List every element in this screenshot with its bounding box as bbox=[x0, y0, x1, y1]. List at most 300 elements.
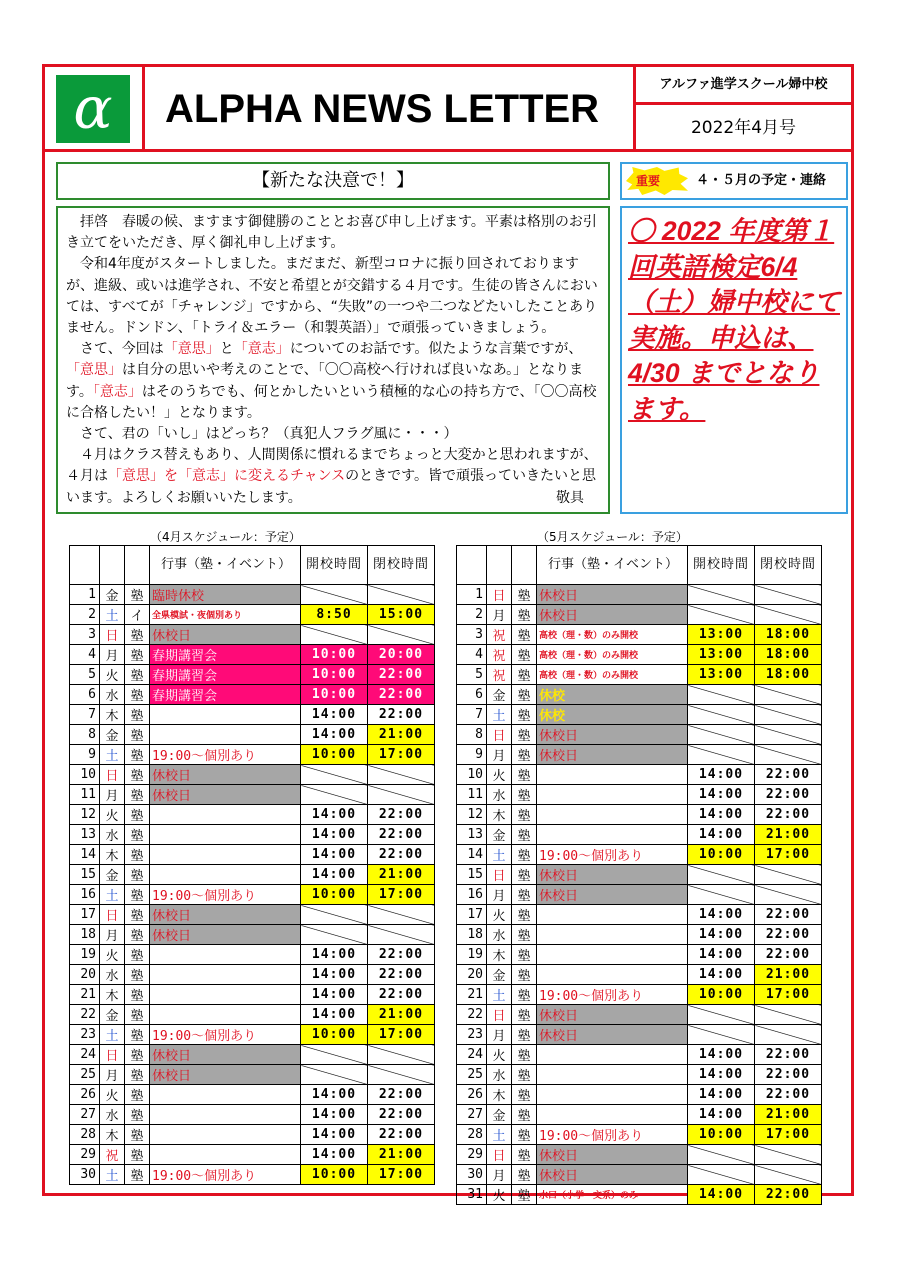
weekday: 火 bbox=[100, 805, 125, 825]
day-number: 8 bbox=[70, 725, 100, 745]
weekday: 土 bbox=[100, 885, 125, 905]
event-cell bbox=[150, 1105, 301, 1125]
type-mark: 塾 bbox=[512, 1085, 537, 1105]
header-row bbox=[70, 546, 435, 585]
open-time: 14:00 bbox=[301, 945, 368, 965]
open-time: 14:00 bbox=[688, 965, 755, 985]
open-time bbox=[301, 625, 368, 645]
table-row bbox=[70, 865, 435, 885]
event-cell: 休校日 bbox=[537, 885, 688, 905]
table-row bbox=[457, 1085, 822, 1105]
close-time: 22:00 bbox=[368, 945, 435, 965]
open-time: 14:00 bbox=[688, 785, 755, 805]
day-number: 20 bbox=[70, 965, 100, 985]
type-mark: 塾 bbox=[512, 785, 537, 805]
day-number: 2 bbox=[70, 605, 100, 625]
type-mark: 塾 bbox=[125, 825, 150, 845]
table-row bbox=[70, 805, 435, 825]
table-row bbox=[457, 1025, 822, 1045]
weekday: 月 bbox=[487, 605, 512, 625]
close-time: 17:00 bbox=[755, 845, 822, 865]
table-row bbox=[457, 905, 822, 925]
text: ４月はクラス替えもあり、人間関係に慣れるまでちょっと大変かと思われますが、４月は bbox=[66, 447, 598, 485]
type-mark: 塾 bbox=[512, 1105, 537, 1125]
close-time: 15:00 bbox=[368, 605, 435, 625]
day-number: 8 bbox=[457, 725, 487, 745]
type-mark: 塾 bbox=[125, 1005, 150, 1025]
table-row bbox=[70, 585, 435, 605]
header-cell-close: 閉校時間 bbox=[368, 546, 435, 585]
close-time: 17:00 bbox=[368, 1025, 435, 1045]
type-mark: 塾 bbox=[512, 905, 537, 925]
event-cell: 高校（理・数）のみ開校 bbox=[537, 625, 688, 645]
close-time: 22:00 bbox=[368, 965, 435, 985]
type-mark: 塾 bbox=[512, 825, 537, 845]
paragraph bbox=[66, 339, 600, 424]
open-time: 14:00 bbox=[301, 1145, 368, 1165]
open-time: 14:00 bbox=[688, 945, 755, 965]
event-cell: 臨時休校 bbox=[150, 585, 301, 605]
event-cell: 19:00～個別あり bbox=[537, 845, 688, 865]
highlight: 「意志」 bbox=[92, 383, 142, 400]
day-number: 26 bbox=[70, 1085, 100, 1105]
type-mark: 塾 bbox=[512, 765, 537, 785]
type-mark: 塾 bbox=[512, 745, 537, 765]
may-caption: （5月スケジュール：予定） bbox=[537, 530, 688, 544]
event-cell: 休校日 bbox=[537, 1145, 688, 1165]
weekday: 水 bbox=[487, 1065, 512, 1085]
table-row bbox=[70, 905, 435, 925]
text: さて、今回は bbox=[80, 341, 164, 358]
table-row bbox=[457, 1045, 822, 1065]
day-number: 4 bbox=[70, 645, 100, 665]
weekday: 木 bbox=[100, 705, 125, 725]
day-number: 12 bbox=[457, 805, 487, 825]
weekday: 火 bbox=[487, 765, 512, 785]
type-mark: 塾 bbox=[125, 1085, 150, 1105]
event-cell: 19:00～個別あり bbox=[150, 1165, 301, 1185]
type-mark: 塾 bbox=[512, 1045, 537, 1065]
close-time: 22:00 bbox=[755, 1065, 822, 1085]
weekday: 水 bbox=[487, 925, 512, 945]
close-time bbox=[755, 725, 822, 745]
close-time: 22:00 bbox=[368, 665, 435, 685]
weekday: 日 bbox=[100, 1045, 125, 1065]
weekday: 土 bbox=[487, 1125, 512, 1145]
close-time: 18:00 bbox=[755, 645, 822, 665]
day-number: 5 bbox=[457, 665, 487, 685]
notice-body bbox=[620, 206, 848, 514]
weekday: 金 bbox=[487, 825, 512, 845]
table-row bbox=[70, 925, 435, 945]
weekday: 日 bbox=[487, 1005, 512, 1025]
day-number: 30 bbox=[70, 1165, 100, 1185]
event-cell bbox=[537, 1045, 688, 1065]
close-time: 22:00 bbox=[755, 945, 822, 965]
weekday: 水 bbox=[100, 825, 125, 845]
header-cell-close: 閉校時間 bbox=[755, 546, 822, 585]
table-row bbox=[70, 645, 435, 665]
notice-text: 〇 2022 年度第１回英語検定6/4（土）婦中校にて実施。申込は、4/30 までとなります。 bbox=[628, 216, 840, 424]
day-number: 3 bbox=[457, 625, 487, 645]
weekday: 月 bbox=[487, 1165, 512, 1185]
table-row bbox=[70, 825, 435, 845]
open-time bbox=[688, 1145, 755, 1165]
type-mark: 塾 bbox=[512, 1125, 537, 1145]
type-mark: 塾 bbox=[125, 645, 150, 665]
day-number: 10 bbox=[70, 765, 100, 785]
paragraph: 拝啓 春暖の候、ますます御健勝のこととお喜び申し上げます。平素は格別のお引き立てをいただき、厚く御礼申し上げます。 bbox=[66, 214, 597, 252]
day-number: 27 bbox=[457, 1105, 487, 1125]
close-time bbox=[755, 685, 822, 705]
type-mark: 塾 bbox=[125, 865, 150, 885]
weekday: 日 bbox=[100, 625, 125, 645]
open-time: 14:00 bbox=[301, 1125, 368, 1145]
weekday: 土 bbox=[487, 985, 512, 1005]
event-cell bbox=[150, 705, 301, 725]
type-mark: 塾 bbox=[125, 905, 150, 925]
type-mark: 塾 bbox=[512, 625, 537, 645]
type-mark: 塾 bbox=[125, 1045, 150, 1065]
event-cell bbox=[150, 1005, 301, 1025]
table-row bbox=[457, 1145, 822, 1165]
weekday: 月 bbox=[487, 745, 512, 765]
table-row bbox=[457, 965, 822, 985]
weekday: 木 bbox=[487, 1085, 512, 1105]
table-row bbox=[70, 1165, 435, 1185]
may-schedule-table bbox=[456, 545, 822, 1205]
close-time: 22:00 bbox=[755, 785, 822, 805]
close-time: 20:00 bbox=[368, 645, 435, 665]
table-row bbox=[70, 685, 435, 705]
weekday: 金 bbox=[100, 1005, 125, 1025]
close-time bbox=[755, 865, 822, 885]
type-mark: 塾 bbox=[512, 965, 537, 985]
open-time: 14:00 bbox=[301, 725, 368, 745]
weekday: 金 bbox=[100, 585, 125, 605]
type-mark: 塾 bbox=[125, 1065, 150, 1085]
close-time bbox=[755, 605, 822, 625]
type-mark: 塾 bbox=[512, 685, 537, 705]
close-time: 22:00 bbox=[368, 705, 435, 725]
weekday: 日 bbox=[100, 905, 125, 925]
table-row bbox=[70, 1005, 435, 1025]
weekday: 木 bbox=[100, 1125, 125, 1145]
close-time: 21:00 bbox=[368, 725, 435, 745]
day-number: 23 bbox=[457, 1025, 487, 1045]
close-time bbox=[368, 625, 435, 645]
header-cell bbox=[100, 546, 125, 585]
close-time bbox=[755, 585, 822, 605]
open-time bbox=[688, 1025, 755, 1045]
day-number: 10 bbox=[457, 765, 487, 785]
type-mark: 塾 bbox=[512, 865, 537, 885]
event-cell bbox=[537, 825, 688, 845]
open-time: 14:00 bbox=[301, 805, 368, 825]
open-time bbox=[688, 885, 755, 905]
day-number: 18 bbox=[457, 925, 487, 945]
close-time: 22:00 bbox=[368, 685, 435, 705]
event-cell: 19:00～個別あり bbox=[150, 745, 301, 765]
type-mark: 塾 bbox=[125, 725, 150, 745]
header-row bbox=[457, 546, 822, 585]
table-row bbox=[457, 865, 822, 885]
close-time bbox=[368, 1045, 435, 1065]
article-heading: 【新たな決意で！】 bbox=[56, 162, 610, 200]
header-cell bbox=[487, 546, 512, 585]
type-mark: 塾 bbox=[512, 1165, 537, 1185]
day-number: 29 bbox=[457, 1145, 487, 1165]
type-mark: 塾 bbox=[512, 605, 537, 625]
open-time: 14:00 bbox=[688, 1045, 755, 1065]
open-time: 10:00 bbox=[688, 985, 755, 1005]
day-number: 28 bbox=[457, 1125, 487, 1145]
header-cell-event: 行事（塾・イベント） bbox=[150, 546, 301, 585]
event-cell: 休校日 bbox=[150, 765, 301, 785]
day-number: 15 bbox=[70, 865, 100, 885]
open-time: 14:00 bbox=[301, 1005, 368, 1025]
weekday: 月 bbox=[100, 645, 125, 665]
close-time: 18:00 bbox=[755, 625, 822, 645]
weekday: 月 bbox=[100, 925, 125, 945]
event-cell: 休校日 bbox=[537, 585, 688, 605]
weekday: 月 bbox=[100, 1065, 125, 1085]
open-time: 10:00 bbox=[688, 845, 755, 865]
type-mark: 塾 bbox=[125, 1105, 150, 1125]
day-number: 24 bbox=[457, 1045, 487, 1065]
close-time: 17:00 bbox=[755, 985, 822, 1005]
type-mark: 塾 bbox=[512, 705, 537, 725]
day-number: 13 bbox=[457, 825, 487, 845]
event-cell bbox=[150, 845, 301, 865]
day-number: 16 bbox=[457, 885, 487, 905]
type-mark: 塾 bbox=[125, 1025, 150, 1045]
event-cell: 春期講習会 bbox=[150, 645, 301, 665]
close-time: 22:00 bbox=[755, 905, 822, 925]
table-row bbox=[457, 685, 822, 705]
april-schedule-table bbox=[69, 545, 435, 1185]
day-number: 24 bbox=[70, 1045, 100, 1065]
paragraph: 令和4年度がスタートしました。まだまだ、新型コロナに振り回されておりますが、進級、或いは進学され、不安と希望とが交錯する４月です。生徒の皆さんにおいては、すべてが「チャレンジ」ですから、“失敗”の一つや二つなどたいしたことありません。ドンドン、「トライ＆エラー（和製英語）」で頑張っていきましょう。 bbox=[66, 256, 598, 337]
table-row bbox=[457, 885, 822, 905]
table-row bbox=[70, 785, 435, 805]
event-cell: 休校日 bbox=[150, 785, 301, 805]
event-cell: 高校（理・数）のみ開校 bbox=[537, 645, 688, 665]
event-cell bbox=[537, 945, 688, 965]
day-number: 9 bbox=[70, 745, 100, 765]
day-number: 21 bbox=[70, 985, 100, 1005]
close-time: 17:00 bbox=[368, 1165, 435, 1185]
day-number: 27 bbox=[70, 1105, 100, 1125]
day-number: 13 bbox=[70, 825, 100, 845]
weekday: 水 bbox=[100, 965, 125, 985]
table-row bbox=[457, 645, 822, 665]
table-row bbox=[70, 945, 435, 965]
day-number: 6 bbox=[457, 685, 487, 705]
table-row bbox=[70, 1145, 435, 1165]
day-number: 12 bbox=[70, 805, 100, 825]
close-time bbox=[755, 1025, 822, 1045]
event-cell: 休校日 bbox=[537, 865, 688, 885]
weekday: 月 bbox=[487, 885, 512, 905]
header-cell bbox=[125, 546, 150, 585]
table-row bbox=[70, 705, 435, 725]
header-cell-open: 開校時間 bbox=[688, 546, 755, 585]
type-mark: 塾 bbox=[512, 885, 537, 905]
type-mark: 塾 bbox=[125, 845, 150, 865]
type-mark: イ bbox=[125, 605, 150, 625]
event-cell: 休校日 bbox=[537, 725, 688, 745]
day-number: 22 bbox=[70, 1005, 100, 1025]
day-number: 14 bbox=[457, 845, 487, 865]
open-time: 14:00 bbox=[688, 825, 755, 845]
open-time: 10:00 bbox=[301, 645, 368, 665]
weekday: 土 bbox=[487, 845, 512, 865]
type-mark: 塾 bbox=[125, 745, 150, 765]
table-row bbox=[70, 985, 435, 1005]
table-row bbox=[70, 745, 435, 765]
event-cell bbox=[537, 965, 688, 985]
close-time: 22:00 bbox=[368, 1085, 435, 1105]
event-cell bbox=[150, 965, 301, 985]
important-badge: 重要 bbox=[636, 174, 661, 188]
open-time: 10:00 bbox=[301, 665, 368, 685]
closing: 敬具 bbox=[556, 489, 584, 506]
close-time bbox=[755, 1165, 822, 1185]
open-time: 14:00 bbox=[301, 845, 368, 865]
type-mark: 塾 bbox=[512, 925, 537, 945]
day-number: 31 bbox=[457, 1185, 487, 1205]
open-time: 10:00 bbox=[301, 745, 368, 765]
table-row bbox=[457, 745, 822, 765]
day-number: 14 bbox=[70, 845, 100, 865]
weekday: 金 bbox=[487, 685, 512, 705]
weekday: 月 bbox=[100, 785, 125, 805]
weekday: 水 bbox=[100, 685, 125, 705]
open-time: 10:00 bbox=[301, 1165, 368, 1185]
event-cell bbox=[150, 1125, 301, 1145]
close-time: 17:00 bbox=[755, 1125, 822, 1145]
table-row bbox=[70, 1085, 435, 1105]
event-cell: 水口（小学・文系）のみ bbox=[537, 1185, 688, 1205]
header-cell-open: 開校時間 bbox=[301, 546, 368, 585]
type-mark: 塾 bbox=[125, 765, 150, 785]
day-number: 15 bbox=[457, 865, 487, 885]
open-time bbox=[688, 865, 755, 885]
open-time bbox=[301, 1045, 368, 1065]
day-number: 1 bbox=[457, 585, 487, 605]
open-time: 14:00 bbox=[688, 905, 755, 925]
day-number: 11 bbox=[70, 785, 100, 805]
open-time: 14:00 bbox=[301, 965, 368, 985]
weekday: 水 bbox=[100, 1105, 125, 1125]
open-time bbox=[301, 585, 368, 605]
close-time: 22:00 bbox=[755, 1185, 822, 1205]
open-time bbox=[301, 785, 368, 805]
event-cell: 春期講習会 bbox=[150, 685, 301, 705]
day-number: 2 bbox=[457, 605, 487, 625]
open-time: 13:00 bbox=[688, 625, 755, 645]
weekday: 火 bbox=[100, 945, 125, 965]
event-cell: 休校日 bbox=[537, 1005, 688, 1025]
close-time: 17:00 bbox=[368, 885, 435, 905]
type-mark: 塾 bbox=[125, 885, 150, 905]
table-row bbox=[457, 605, 822, 625]
open-time bbox=[688, 725, 755, 745]
weekday: 日 bbox=[487, 725, 512, 745]
alpha-logo: α bbox=[56, 75, 130, 143]
close-time: 21:00 bbox=[368, 865, 435, 885]
close-time bbox=[368, 925, 435, 945]
day-number: 28 bbox=[70, 1125, 100, 1145]
event-cell bbox=[150, 985, 301, 1005]
table-row bbox=[70, 1045, 435, 1065]
event-cell: 19:00～個別あり bbox=[537, 1125, 688, 1145]
close-time: 21:00 bbox=[368, 1005, 435, 1025]
event-cell: 休校日 bbox=[537, 605, 688, 625]
open-time bbox=[688, 745, 755, 765]
weekday: 火 bbox=[100, 665, 125, 685]
table-row bbox=[457, 665, 822, 685]
type-mark: 塾 bbox=[125, 665, 150, 685]
event-cell: 19:00～個別あり bbox=[150, 885, 301, 905]
open-time: 14:00 bbox=[301, 825, 368, 845]
day-number: 18 bbox=[70, 925, 100, 945]
open-time: 14:00 bbox=[301, 865, 368, 885]
close-time: 22:00 bbox=[368, 825, 435, 845]
close-time bbox=[755, 885, 822, 905]
event-cell: 休校 bbox=[537, 685, 688, 705]
table-row bbox=[70, 725, 435, 745]
open-time: 14:00 bbox=[688, 805, 755, 825]
close-time bbox=[755, 1005, 822, 1025]
table-row bbox=[457, 925, 822, 945]
text: についてのお話です。似たような言葉ですが、 bbox=[289, 341, 583, 358]
event-cell bbox=[537, 1085, 688, 1105]
text: のときです。皆で頑張っていきたいと思います。よろしくお願いいたします。 bbox=[66, 468, 597, 506]
type-mark: 塾 bbox=[512, 1005, 537, 1025]
weekday: 日 bbox=[487, 865, 512, 885]
table-row bbox=[457, 805, 822, 825]
type-mark: 塾 bbox=[512, 845, 537, 865]
table-row bbox=[70, 605, 435, 625]
weekday: 土 bbox=[100, 1165, 125, 1185]
open-time: 10:00 bbox=[301, 885, 368, 905]
open-time: 14:00 bbox=[301, 1105, 368, 1125]
event-cell bbox=[150, 865, 301, 885]
table-row bbox=[457, 1125, 822, 1145]
type-mark: 塾 bbox=[125, 705, 150, 725]
weekday: 火 bbox=[487, 905, 512, 925]
type-mark: 塾 bbox=[125, 1145, 150, 1165]
open-time: 14:00 bbox=[301, 985, 368, 1005]
type-mark: 塾 bbox=[512, 1145, 537, 1165]
highlight: 「意思」 bbox=[163, 341, 220, 358]
close-time: 22:00 bbox=[368, 1105, 435, 1125]
event-cell bbox=[150, 825, 301, 845]
type-mark: 塾 bbox=[125, 805, 150, 825]
day-number: 21 bbox=[457, 985, 487, 1005]
close-time: 22:00 bbox=[755, 805, 822, 825]
table-row bbox=[457, 725, 822, 745]
table-row bbox=[70, 1025, 435, 1045]
open-time bbox=[688, 685, 755, 705]
type-mark: 塾 bbox=[125, 1125, 150, 1145]
notice-title: ４・５月の予定・連絡 bbox=[696, 173, 827, 188]
event-cell bbox=[537, 805, 688, 825]
table-row bbox=[457, 1165, 822, 1185]
close-time bbox=[368, 905, 435, 925]
